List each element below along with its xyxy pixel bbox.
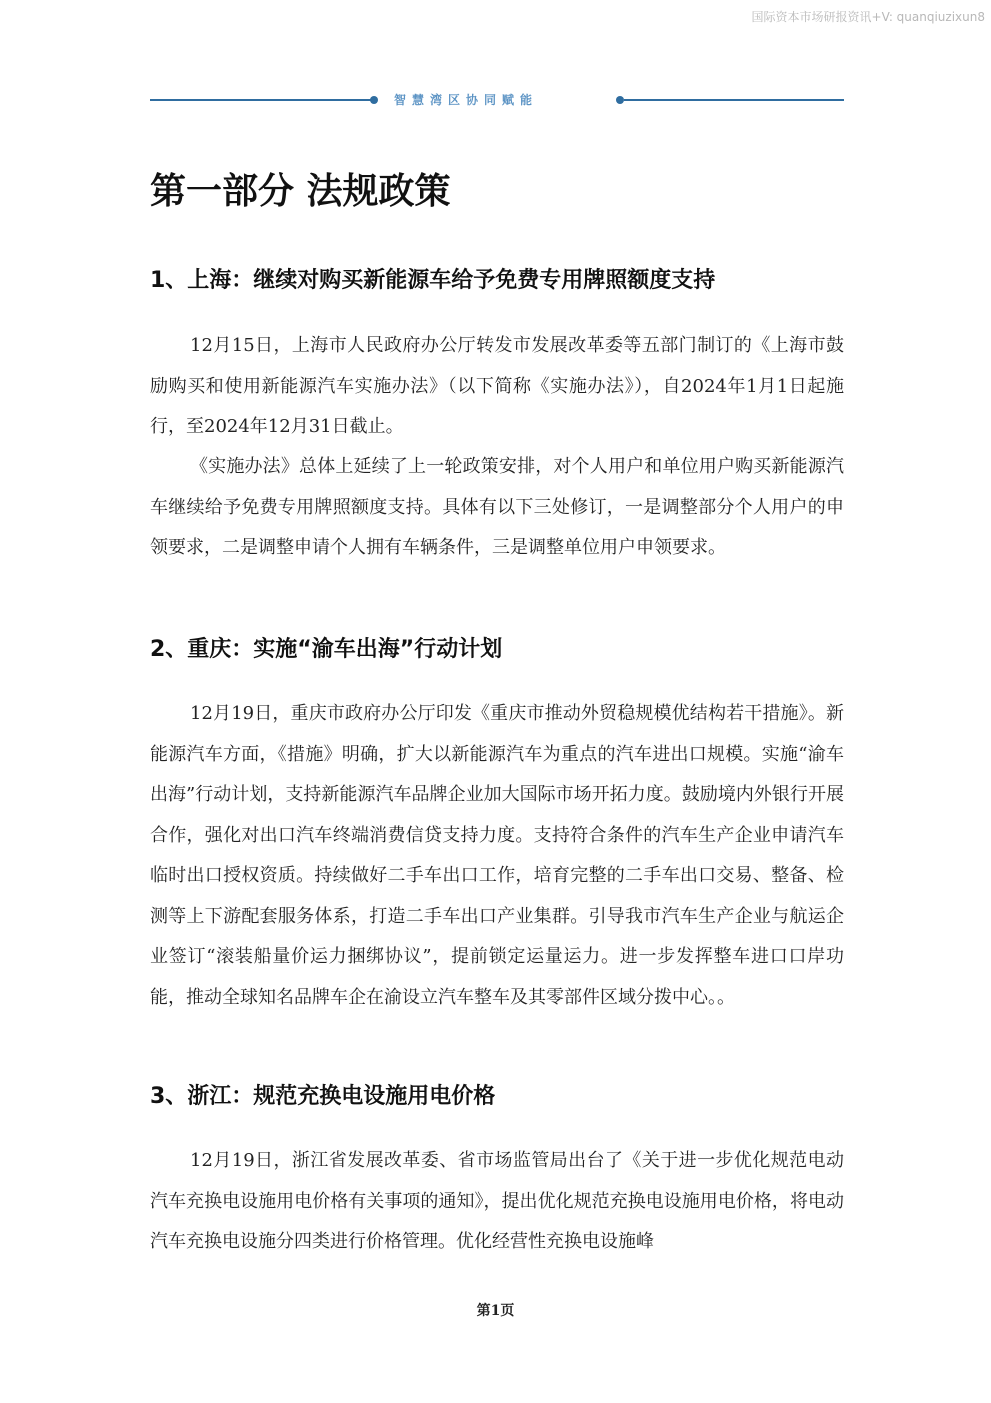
header-band	[150, 93, 844, 107]
page-number: 第1页	[476, 1303, 515, 1319]
header-dot-left	[370, 96, 378, 104]
watermark-text: 国际资本市场研报资讯+V: quanqiuzixun8	[751, 10, 985, 24]
section-title-chongqing: 2、重庆：实施“渝车出海”行动计划	[150, 637, 503, 662]
header-dot-right	[616, 96, 624, 104]
section-title-shanghai: 1、上海：继续对购买新能源车给予免费专用牌照额度支持	[150, 268, 716, 293]
section-title-zhejiang: 3、浙江：规范充换电设施用电价格	[150, 1084, 496, 1109]
part-title: 第一部分 法规政策	[150, 170, 451, 212]
header-rule-right	[624, 99, 844, 101]
paragraph-zhejiang-1: 12月19日，浙江省发展改革委、省市场监管局出台了《关于进一步优化规范电动汽车充换电设施用电价格有关事项的通知》，提出优化规范充换电设施用电价格，将电动汽车充换电设施分四类进行价格管理。优化经营性充换电设施峰	[150, 1150, 844, 1252]
header-caption: 智慧湾区协同赋能	[394, 93, 539, 107]
header-rule-left	[150, 99, 372, 101]
paragraph-chongqing-1: 12月19日，重庆市政府办公厅印发《重庆市推动外贸稳规模优结构若干措施》。新能源汽车方面，《措施》明确，扩大以新能源汽车为重点的汽车进出口规模。实施“渝车出海”行动计划，支持新能源汽车品牌企业加大国际市场开拓力度。鼓励境内外银行开展合作，强化对出口汽车终端消费信贷支持力度。支持符合条件的汽车生产企业申请汽车临时出口授权资质。持续做好二手车出口工作，培育完整的二手车出口交易、整备、检测等上下游配套服务体系，打造二手车出口产业集群。引导我市汽车生产企业与航运企业签订“滚装船量价运力捆绑协议”，提前锁定运量运力。进一步发挥整车进口口岸功能，推动全球知名品牌车企在渝设立汽车整车及其零部件区域分拨中心。。	[150, 703, 844, 1008]
paragraph-shanghai-1: 12月15日，上海市人民政府办公厅转发市发展改革委等五部门制订的《上海市鼓励购买和使用新能源汽车实施办法》（以下简称《实施办法》），自2024年1月1日起施行，至2024年12月31日截止。	[150, 335, 844, 437]
paragraph-shanghai-2: 《实施办法》总体上延续了上一轮政策安排，对个人用户和单位用户购买新能源汽车继续给予免费专用牌照额度支持。具体有以下三处修订，一是调整部分个人用户的申领要求，二是调整申请个人拥有车辆条件，三是调整单位用户申领要求。	[150, 456, 844, 558]
